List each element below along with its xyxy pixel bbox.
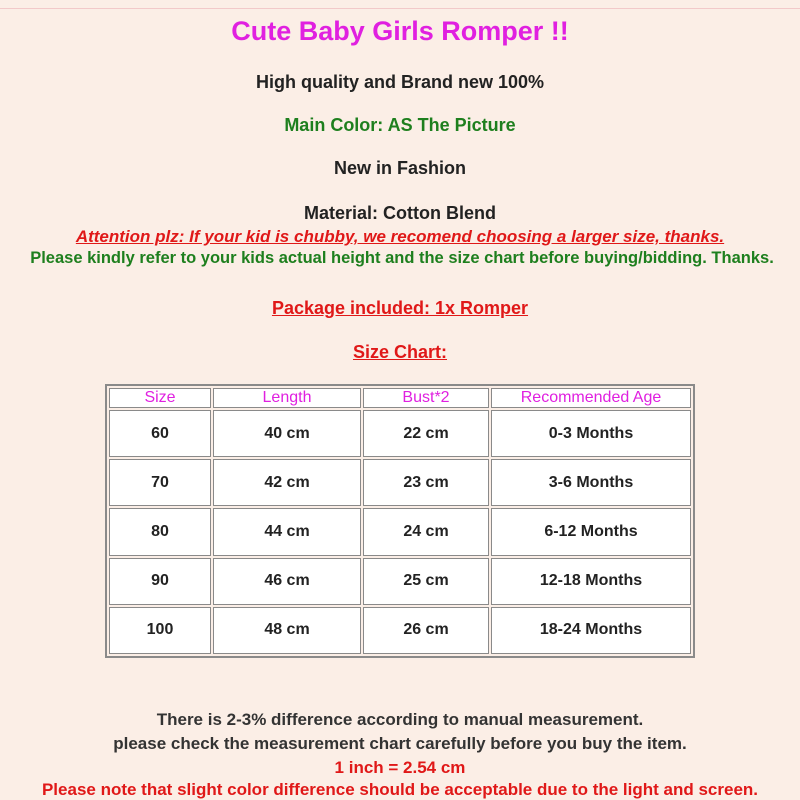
table-row	[109, 459, 691, 506]
cell-age: 0-3 Months	[491, 410, 691, 457]
cell-bust: 23 cm	[363, 459, 489, 506]
cell-age: 3-6 Months	[491, 459, 691, 506]
cell-size: 100	[109, 607, 211, 654]
cell-age: 6-12 Months	[491, 508, 691, 555]
fashion-text: New in Fashion	[333, 158, 466, 178]
check-chart-note: please check the measurement chart carefully before you buy the item.	[113, 734, 687, 753]
cell-bust: 22 cm	[363, 410, 489, 457]
cell-length: 44 cm	[213, 508, 361, 555]
inch-conversion-note: 1 inch = 2.54 cm	[334, 758, 466, 777]
table-row	[109, 607, 691, 654]
cell-size: 90	[109, 558, 211, 605]
size-chart-heading: Size Chart:	[352, 342, 448, 362]
table-row	[109, 558, 691, 605]
cell-bust: 25 cm	[363, 558, 489, 605]
cell-age: 12-18 Months	[491, 558, 691, 605]
page-title: Cute Baby Girls Romper !!	[231, 16, 569, 46]
table-row	[109, 508, 691, 555]
cell-length: 40 cm	[213, 410, 361, 457]
cell-length: 42 cm	[213, 459, 361, 506]
column-header-length: Length	[213, 388, 361, 408]
column-header-size: Size	[109, 388, 211, 408]
cell-bust: 24 cm	[363, 508, 489, 555]
package-included: Package included: 1x Romper	[271, 298, 529, 318]
cell-bust: 26 cm	[363, 607, 489, 654]
material-text: Material: Cotton Blend	[304, 203, 496, 223]
column-header-bust: Bust*2	[363, 388, 489, 408]
cell-size: 80	[109, 508, 211, 555]
attention-notice: Attention plz: If your kid is chubby, we recomend choosing a larger size, thanks.	[75, 227, 725, 246]
quality-text: High quality and Brand new 100%	[255, 72, 545, 92]
measurement-difference-note: There is 2-3% difference according to manual measurement.	[156, 710, 644, 729]
cell-length: 46 cm	[213, 558, 361, 605]
cell-size: 60	[109, 410, 211, 457]
cell-age: 18-24 Months	[491, 607, 691, 654]
table-header-row	[109, 388, 691, 408]
size-chart-table	[105, 384, 695, 658]
table-row	[109, 410, 691, 457]
cell-size: 70	[109, 459, 211, 506]
column-header-recommended-age: Recommended Age	[491, 388, 691, 408]
color-difference-note: Please note that slight color difference should be acceptable due to the light and screen.	[41, 780, 759, 799]
refer-notice: Please kindly refer to your kids actual height and the size chart before buying/bidding. Thanks.	[30, 249, 774, 267]
main-color-text: Main Color: AS The Picture	[284, 115, 516, 135]
top-divider	[0, 8, 800, 9]
cell-length: 48 cm	[213, 607, 361, 654]
